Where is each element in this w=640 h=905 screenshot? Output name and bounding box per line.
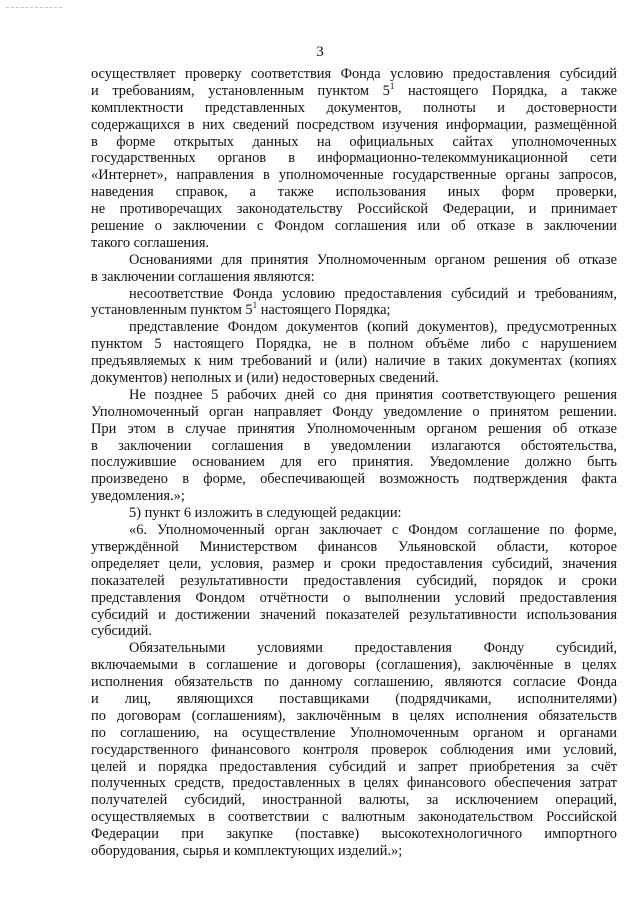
text-line: Обязательными условиями предоставления Фонду субсидий, xyxy=(129,640,617,657)
page-number: 3 xyxy=(316,44,324,60)
text-line: по договорам (соглашениям), заключённым в целях исполнения обязательств xyxy=(91,707,617,724)
text-line: «Интернет», направления в уполномоченные государственные органы запросов, xyxy=(91,167,617,184)
text-line: предъявляемых к ним требований и (или) наличие в таких документах (копиях xyxy=(91,353,617,370)
text-line: наведения справок, а также использования иных форм проверки, xyxy=(91,184,617,201)
text-line: такого соглашения. xyxy=(91,234,210,251)
text-line: целей и порядка предоставления субсидий и запрет приобретения за счёт xyxy=(91,758,617,775)
text-line: оборудования, сырья и комплектующих изделий.»; xyxy=(91,842,403,859)
text-line: и лиц, являющихся поставщиками (подрядчиками, исполнителями) xyxy=(91,690,617,707)
text-line: послужившие основанием для его принятия. Уведомление должно быть xyxy=(91,454,617,471)
scan-edge-marks xyxy=(6,7,62,10)
text-line: получателей субсидий, иностранной валюты, за исключением операций, xyxy=(91,792,617,809)
text-line: субсидий. xyxy=(91,623,152,640)
text-line: несоответствие Фонда условию предоставления субсидий и требованиям, xyxy=(129,285,617,302)
text-line: по соглашению, на осуществление Уполномоченным органом и органами xyxy=(91,724,617,741)
text-line: Не позднее 5 рабочих дней со дня принятия соответствующего решения xyxy=(129,386,617,403)
text-line: решение о заключении с Фондом соглашения или об отказе в заключении xyxy=(91,218,617,235)
text-line: «6. Уполномоченный орган заключает с Фондом соглашение по форме, xyxy=(129,522,617,539)
paragraph xyxy=(91,66,617,252)
text-line: в заключении соглашения в уведомлении излагаются обстоятельства, xyxy=(91,437,617,454)
paragraph xyxy=(91,522,617,640)
text-line: уведомления.»; xyxy=(91,488,185,505)
text-line: государственного финансового контроля проверок соблюдения ими условий, xyxy=(91,741,617,758)
text-line: не противоречащих законодательству Российской Федерации, и принимает xyxy=(91,201,617,218)
paragraph xyxy=(91,319,617,387)
paragraph xyxy=(91,252,617,286)
text-line: в форме открытых данных на официальных сайтах уполномоченных xyxy=(91,133,617,150)
text-line: комплектности представленных документов, полноты и достоверности xyxy=(91,99,617,116)
text-line: и требованиям, установленным пунктом $5^1$ настоящего Порядка, а также xyxy=(91,80,617,99)
text-line: осуществляемых в соответствии с валютным законодательством Российской xyxy=(91,809,617,826)
text-line: 5) пункт 6 изложить в следующей редакции: xyxy=(129,505,402,522)
text-line: в заключении соглашения являются: xyxy=(91,268,315,285)
text-line: субсидий и достижении значений показателей результативности использования xyxy=(91,606,617,623)
text-line: документов) неполных и (или) недостоверных сведений. xyxy=(91,370,439,387)
text-line: полученных средств, предоставленных в целях финансового обеспечения затрат xyxy=(91,775,617,792)
text-line: установленным пунктом $5^1$ настоящего Порядка; xyxy=(91,300,391,319)
text-line: произведено в форме, обеспечивающей возможность подтверждения факта xyxy=(91,471,617,488)
text-line: Федерации при закупке (поставке) высокотехнологичного импортного xyxy=(91,826,617,843)
text-line: включаемыми в соглашение и договоры (соглашения), заключённые в целях xyxy=(91,657,617,674)
text-line: содержащихся в них сведений посредством изучения информации, размещённой xyxy=(91,116,617,133)
text-line: пунктом 5 настоящего Порядка, не в полном объёме либо с нарушением xyxy=(91,336,617,353)
text-line: При этом в случае принятия Уполномоченным органом решения об отказе xyxy=(91,420,617,437)
text-line: Уполномоченный орган направляет Фонду уведомление о принятом решении. xyxy=(91,403,617,420)
text-line: представления Фондом отчётности о выполнении условий предоставления xyxy=(91,589,617,606)
text-line: показателей результативности предоставления субсидий, порядок и сроки xyxy=(91,572,617,589)
text-line: определяет цели, условия, размер и сроки предоставления субсидий, значения xyxy=(91,555,617,572)
text-line: осуществляет проверку соответствия Фонда условию предоставления субсидий xyxy=(91,66,617,82)
paragraph xyxy=(91,505,617,522)
paragraph xyxy=(91,640,617,860)
paragraph xyxy=(91,286,617,320)
text-line: государственных органов в информационно-телекоммуникационной сети xyxy=(91,150,617,167)
document-body xyxy=(91,66,617,860)
text-line: утверждённой Министерством финансов Ульяновской области, которое xyxy=(91,538,617,555)
paragraph xyxy=(91,387,617,505)
text-line: Основаниями для принятия Уполномоченным органом решения об отказе xyxy=(129,251,617,268)
text-line: представление Фондом документов (копий документов), предусмотренных xyxy=(129,319,617,336)
text-line: исполнения обязательств по данному соглашению, являются согласие Фонда xyxy=(91,674,617,691)
